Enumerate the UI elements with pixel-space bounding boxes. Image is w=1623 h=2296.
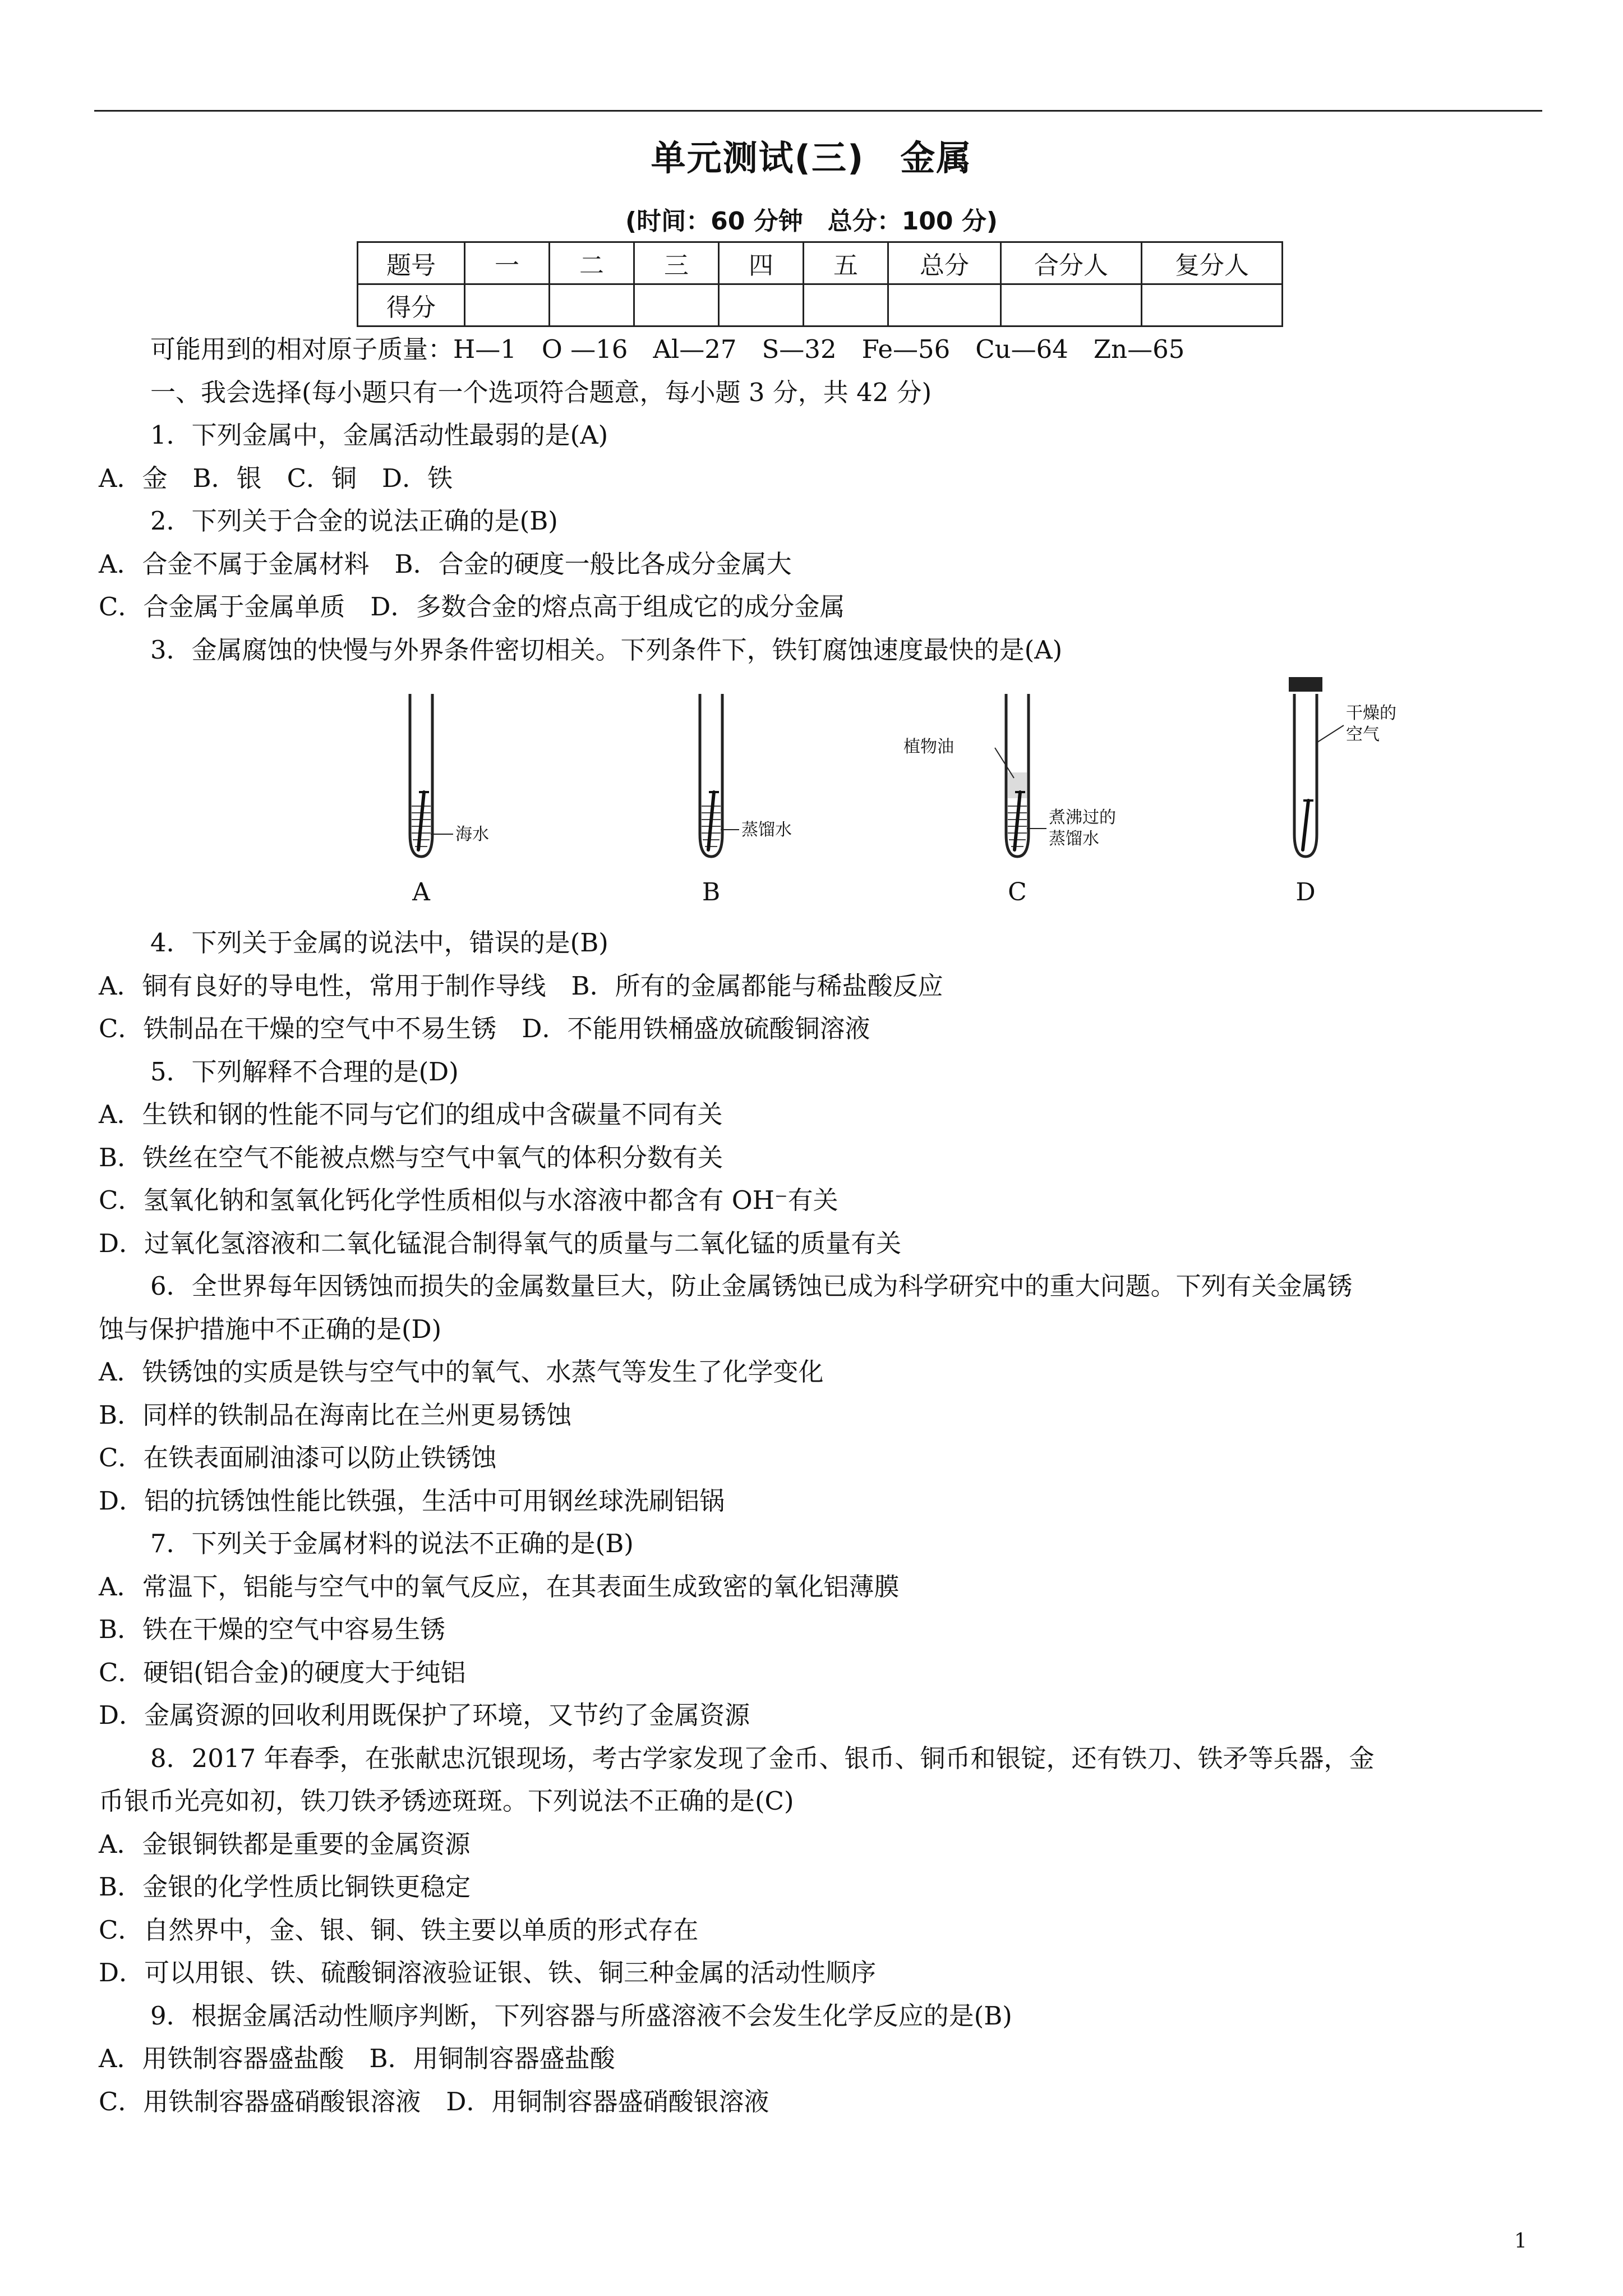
question-option: B．同样的铁制品在海南比在兰州更易锈蚀 bbox=[99, 1400, 572, 1430]
question-option: D．可以用银、铁、硫酸铜溶液验证银、铁、铜三种金属的活动性顺序 bbox=[99, 1958, 877, 1987]
question-option: C．氢氧化钠和氢氧化钙化学性质相似与水溶液中都含有 OH⁻有关 bbox=[99, 1185, 838, 1215]
test-tube-figure bbox=[99, 671, 1546, 922]
label-distilled-water: 蒸馏水 bbox=[741, 820, 792, 840]
iron-nail-c bbox=[1015, 792, 1020, 850]
score-cell bbox=[888, 284, 1001, 326]
question-options: A．合金不属于金属材料 B．合金的硬度一般比各成分金属大 bbox=[99, 549, 792, 579]
question-option: B．铁丝在空气不能被点燃与空气中氧气的体积分数有关 bbox=[99, 1142, 723, 1172]
label-seawater: 海水 bbox=[455, 825, 489, 844]
question-stem: 4．下列关于金属的说法中，错误的是(B) bbox=[150, 928, 608, 958]
question-options: C．铁制品在干燥的空气中不易生锈 D．不能用铁桶盛放硫酸铜溶液 bbox=[99, 1014, 870, 1043]
label-dry-air-1: 干燥的 bbox=[1346, 703, 1396, 723]
question-option: A．金银铜铁都是重要的金属资源 bbox=[99, 1829, 471, 1859]
question-option: C．自然界中，金、银、铜、铁主要以单质的形式存在 bbox=[99, 1915, 699, 1945]
header-rule bbox=[94, 110, 1542, 112]
iron-nail-d bbox=[1303, 800, 1308, 850]
question-option: B．铁在干燥的空气中容易生锈 bbox=[99, 1614, 446, 1644]
score-header-cell: 三 bbox=[634, 242, 719, 284]
rubber-stopper bbox=[1289, 677, 1322, 692]
section-heading: 一、我会选择(每小题只有一个选项符合题意，每小题 3 分，共 42 分) bbox=[150, 377, 932, 407]
tube-label-a: A bbox=[412, 878, 430, 907]
question-option: D．过氧化氢溶液和二氧化锰混合制得氧气的质量与二氧化锰的质量有关 bbox=[99, 1228, 902, 1258]
question-stem: 6．全世界每年因锈蚀而损失的金属数量巨大，防止金属锈蚀已成为科学研究中的重大问题。下列有关金属锈 bbox=[150, 1271, 1353, 1301]
question-options: C．合金属于金属单质 D．多数合金的熔点高于组成它的成分金属 bbox=[99, 592, 845, 622]
score-cell bbox=[550, 284, 634, 326]
score-cell bbox=[804, 284, 888, 326]
question-stem-continued: 币银币光亮如初，铁刀铁矛锈迹斑斑。下列说法不正确的是(C) bbox=[99, 1786, 794, 1816]
question-stem: 1．下列金属中，金属活动性最弱的是(A) bbox=[150, 420, 608, 450]
question-stem: 2．下列关于合金的说法正确的是(B) bbox=[150, 506, 558, 536]
question-options: A．铜有良好的导电性，常用于制作导线 B．所有的金属都能与稀盐酸反应 bbox=[99, 970, 943, 1001]
score-cell bbox=[1142, 284, 1283, 326]
score-row-label: 得分 bbox=[358, 284, 465, 326]
label-dry-air-2: 空气 bbox=[1346, 725, 1380, 744]
question-option: A．常温下，铝能与空气中的氧气反应，在其表面生成致密的氧化铝薄膜 bbox=[99, 1571, 900, 1602]
score-table bbox=[357, 241, 1283, 327]
test-tube-diagram bbox=[312, 671, 1411, 922]
score-header-cell: 题号 bbox=[358, 242, 465, 284]
question-options: A．金 B．银 C．铜 D．铁 bbox=[99, 463, 453, 493]
question-stem: 7．下列关于金属材料的说法不正确的是(B) bbox=[150, 1529, 634, 1558]
question-option: D．铝的抗锈蚀性能比铁强，生活中可用钢丝球洗刷铝锅 bbox=[99, 1485, 725, 1516]
question-stem: 8．2017 年春季，在张献忠沉银现场，考古学家发现了金币、银币、铜币和银锭，还有铁刀、铁矛等兵器，金 bbox=[150, 1743, 1375, 1773]
score-table-score-row bbox=[358, 284, 1283, 326]
score-header-cell: 四 bbox=[719, 242, 804, 284]
tube-label-d: D bbox=[1295, 878, 1316, 907]
score-header-cell: 合分人 bbox=[1001, 242, 1142, 284]
question-stem: 3．金属腐蚀的快慢与外界条件密切相关。下列条件下，铁钉腐蚀速度最快的是(A) bbox=[150, 634, 1063, 665]
question-options: C．用铁制容器盛硝酸银溶液 D．用铜制容器盛硝酸银溶液 bbox=[99, 2086, 769, 2116]
score-header-cell: 总分 bbox=[888, 242, 1001, 284]
score-cell bbox=[1001, 284, 1142, 326]
label-vegetable-oil: 植物油 bbox=[903, 737, 954, 757]
page-number: 1 bbox=[1514, 2230, 1527, 2253]
question-options: A．用铁制容器盛盐酸 B．用铜制容器盛盐酸 bbox=[99, 2044, 615, 2073]
question-stem: 9．根据金属活动性顺序判断，下列容器与所盛溶液不会发生化学反应的是(B) bbox=[150, 2000, 1012, 2031]
score-header-cell: 复分人 bbox=[1142, 242, 1283, 284]
question-option: A．铁锈蚀的实质是铁与空气中的氧气、水蒸气等发生了化学变化 bbox=[99, 1357, 824, 1387]
question-list bbox=[99, 328, 1546, 2123]
question-option: B．金银的化学性质比铜铁更稳定 bbox=[99, 1872, 471, 1902]
score-cell bbox=[719, 284, 804, 326]
score-cell bbox=[634, 284, 719, 326]
tube-label-c: C bbox=[1008, 878, 1027, 907]
iron-nail-b bbox=[708, 792, 714, 850]
label-boiled-water-1: 煮沸过的 bbox=[1049, 808, 1116, 827]
exam-info: (时间：60 分钟 总分：100 分) bbox=[625, 207, 998, 236]
question-stem: 5．下列解释不合理的是(D) bbox=[150, 1056, 459, 1087]
page-title: 单元测试(三) 金属 bbox=[651, 137, 972, 178]
score-table-header-row bbox=[358, 242, 1283, 284]
score-header-cell: 五 bbox=[804, 242, 888, 284]
label-boiled-water-2: 蒸馏水 bbox=[1049, 829, 1099, 849]
oil-layer bbox=[1008, 772, 1027, 798]
score-header-cell: 一 bbox=[465, 242, 550, 284]
question-option: C．硬铝(铝合金)的硬度大于纯铝 bbox=[99, 1657, 466, 1687]
question-stem-continued: 蚀与保护措施中不正确的是(D) bbox=[99, 1314, 442, 1344]
score-header-cell: 二 bbox=[550, 242, 634, 284]
score-cell bbox=[465, 284, 550, 326]
question-option: D．金属资源的回收利用既保护了环境，又节约了金属资源 bbox=[99, 1700, 750, 1730]
question-option: C．在铁表面刷油漆可以防止铁锈蚀 bbox=[99, 1443, 497, 1473]
iron-nail-a bbox=[418, 792, 424, 850]
tube-label-b: B bbox=[702, 878, 721, 907]
atomic-masses-note: 可能用到的相对原子质量：H—1 O —16 Al—27 S—32 Fe—56 Cu—64 Zn—65 bbox=[150, 334, 1185, 364]
question-option: A．生铁和钢的性能不同与它们的组成中含碳量不同有关 bbox=[99, 1099, 723, 1129]
